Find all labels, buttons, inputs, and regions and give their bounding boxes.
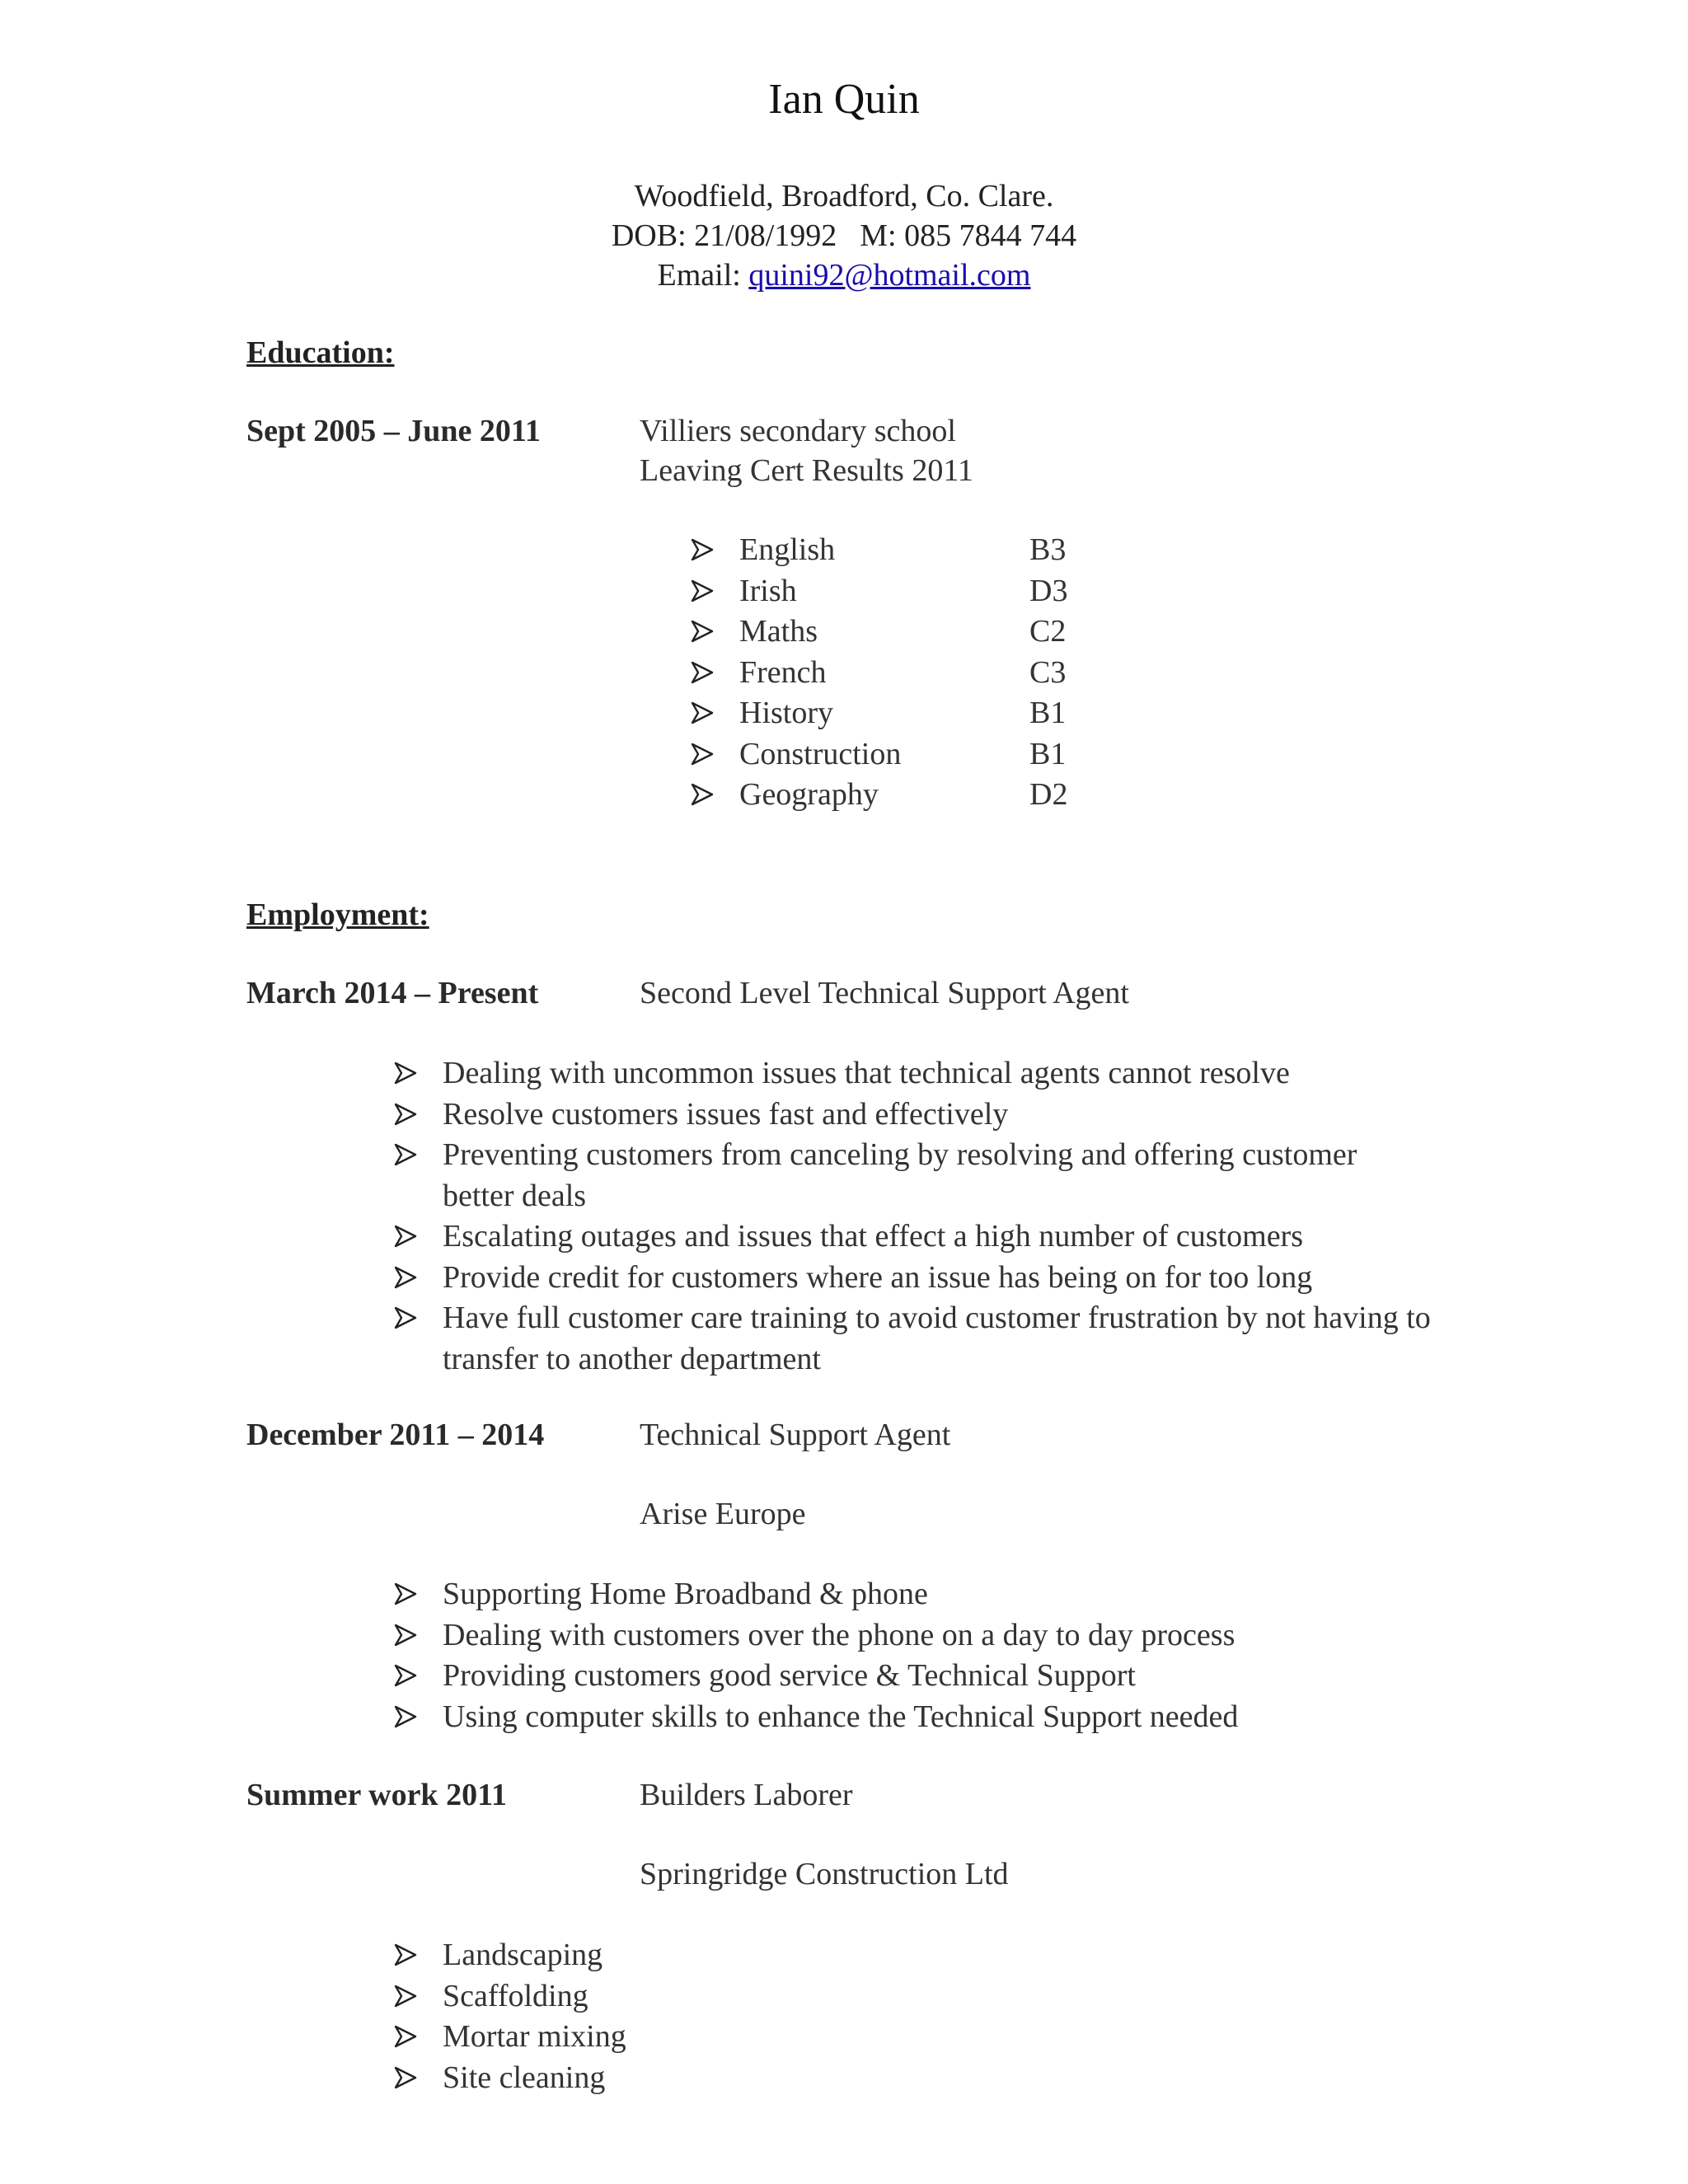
arrowhead-bullet-icon	[691, 620, 714, 643]
subject-grade: B3	[1029, 532, 1067, 567]
duty-item	[394, 1258, 1434, 1299]
arrowhead-bullet-icon	[394, 1103, 417, 1126]
results-title: Leaving Cert Results 2011	[640, 453, 973, 488]
duty-text: Escalating outages and issues that effect a high number of customers	[443, 1219, 1303, 1254]
duty-item	[394, 1656, 1434, 1697]
result-item	[691, 653, 1152, 694]
subject-name: Irish	[739, 573, 797, 608]
duty-text: Resolve customers issues fast and effectively	[443, 1096, 1009, 1132]
mobile-text: M: 085 7844 744	[860, 218, 1077, 253]
arrowhead-bullet-icon	[394, 1705, 417, 1728]
education-date: Sept 2005 – June 2011	[246, 414, 541, 448]
arrowhead-bullet-icon	[394, 1943, 417, 1966]
duty-item	[394, 1615, 1434, 1657]
result-item	[691, 571, 1152, 612]
duty-item	[394, 1574, 1434, 1615]
applicant-name: Ian Quin	[768, 76, 920, 123]
job-company-3: Springridge Construction Ltd	[640, 1857, 1009, 1891]
duty-text: Provide credit for customers where an issue has being on for too long	[443, 1259, 1313, 1295]
address-line: Woodfield, Broadford, Co. Clare.	[634, 179, 1054, 213]
subject-name: History	[739, 696, 833, 730]
subject-name: English	[739, 532, 836, 567]
duty-text: Dealing with uncommon issues that technical agents cannot resolve	[443, 1056, 1290, 1090]
duty-item	[394, 1135, 1434, 1216]
arrowhead-bullet-icon	[394, 1582, 417, 1605]
job-duties-list-1	[394, 1053, 1434, 1380]
duty-item	[394, 1935, 1434, 1976]
result-item	[691, 734, 1152, 776]
subject-name: Geography	[739, 777, 879, 812]
job-duties-list-2	[394, 1574, 1434, 1737]
duty-text: Site cleaning	[443, 2060, 606, 2095]
email-line	[0, 255, 1688, 295]
duty-text: Landscaping	[443, 1938, 603, 1972]
arrowhead-bullet-icon	[394, 2025, 417, 2048]
arrowhead-bullet-icon	[394, 2066, 417, 2089]
job-title-1: Second Level Technical Support Agent	[640, 976, 1129, 1010]
duty-item	[394, 2058, 1434, 2099]
arrowhead-bullet-icon	[691, 743, 714, 766]
arrowhead-bullet-icon	[394, 1624, 417, 1647]
arrowhead-bullet-icon	[394, 1985, 417, 2008]
subject-name: Construction	[739, 736, 902, 771]
duty-item	[394, 1216, 1434, 1258]
result-item	[691, 612, 1152, 653]
job-title-3: Builders Laborer	[640, 1778, 853, 1812]
subject-grade: B1	[1029, 696, 1067, 730]
duty-text: Using computer skills to enhance the Technical Support needed	[443, 1699, 1239, 1734]
duty-text: Scaffolding	[443, 1978, 588, 2013]
arrowhead-bullet-icon	[394, 1664, 417, 1687]
duty-item	[394, 2017, 1434, 2058]
result-item	[691, 530, 1152, 571]
subject-name: French	[739, 654, 827, 690]
leaving-cert-results-list	[691, 530, 1152, 816]
dob-mobile-line	[0, 216, 1688, 255]
job-date-2: December 2011 – 2014	[246, 1418, 545, 1452]
employment-heading: Employment:	[246, 898, 429, 932]
arrowhead-bullet-icon	[394, 1266, 417, 1289]
arrowhead-bullet-icon	[394, 1306, 417, 1329]
school-name: Villiers secondary school	[640, 414, 956, 448]
duty-text: Providing customers good service & Technical Support	[443, 1658, 1136, 1693]
duty-item	[394, 1094, 1434, 1136]
job-duties-list-3	[394, 1935, 1434, 2098]
duty-item	[394, 1298, 1434, 1380]
job-date-1: March 2014 – Present	[246, 976, 539, 1010]
email-link[interactable]: quini92@hotmail.com	[748, 258, 1031, 293]
arrowhead-bullet-icon	[691, 783, 714, 806]
email-label: Email:	[657, 258, 749, 293]
duty-text: Preventing customers from canceling by resolving and offering customer better deals	[443, 1137, 1357, 1213]
subject-grade: C2	[1029, 614, 1067, 649]
subject-name: Maths	[739, 614, 818, 649]
arrowhead-bullet-icon	[394, 1062, 417, 1085]
duty-text: Dealing with customers over the phone on a day to day process	[443, 1617, 1236, 1652]
job-company-2: Arise Europe	[640, 1497, 806, 1531]
result-item	[691, 693, 1152, 734]
duty-text: Mortar mixing	[443, 2019, 626, 2054]
subject-grade: D3	[1029, 573, 1068, 608]
duty-item	[394, 1976, 1434, 2018]
subject-grade: C3	[1029, 654, 1067, 690]
arrowhead-bullet-icon	[691, 538, 714, 561]
duty-text: Supporting Home Broadband & phone	[443, 1577, 928, 1611]
arrowhead-bullet-icon	[691, 701, 714, 724]
subject-grade: B1	[1029, 736, 1067, 771]
duty-item	[394, 1697, 1434, 1738]
arrowhead-bullet-icon	[394, 1143, 417, 1166]
education-heading: Education:	[246, 335, 395, 370]
arrowhead-bullet-icon	[394, 1225, 417, 1248]
duty-item	[394, 1053, 1434, 1094]
arrowhead-bullet-icon	[691, 579, 714, 602]
duty-text: Have full customer care training to avoid customer frustration by not having to transfer to another department	[443, 1301, 1431, 1376]
arrowhead-bullet-icon	[691, 661, 714, 684]
job-date-3: Summer work 2011	[246, 1778, 507, 1812]
subject-grade: D2	[1029, 777, 1068, 812]
job-title-2: Technical Support Agent	[640, 1418, 951, 1452]
result-item	[691, 775, 1152, 816]
dob-text: DOB: 21/08/1992	[611, 218, 837, 253]
